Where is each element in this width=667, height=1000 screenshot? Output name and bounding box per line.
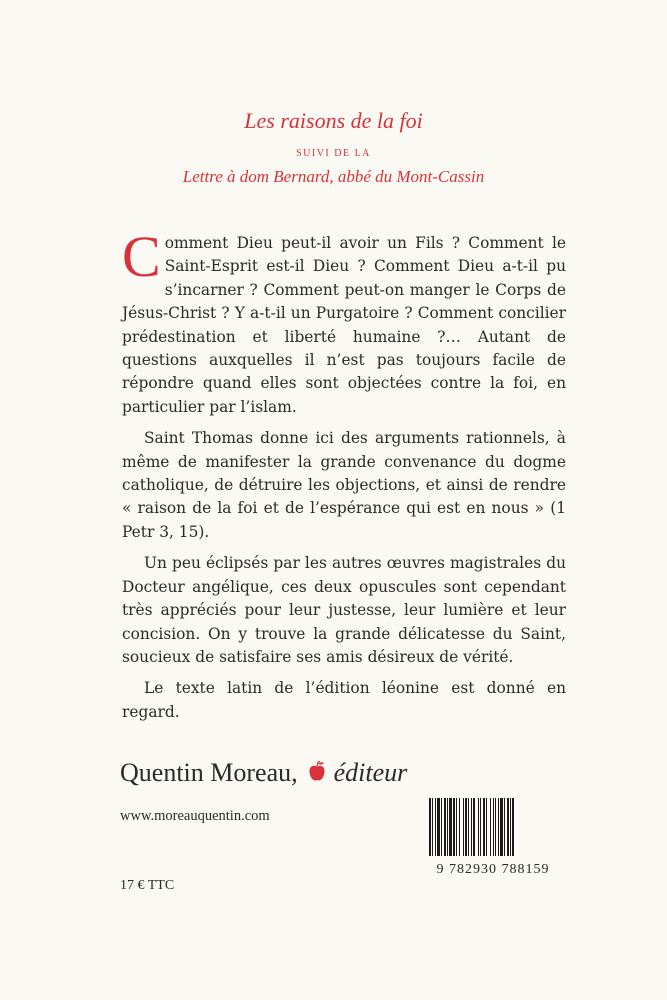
barcode-bars xyxy=(425,796,561,860)
paragraph-2: Saint Thomas donne ici des arguments rationnels, à même de manifester la grande convenance du dogme catholique, de détruire les objections, et ainsi de rendre « raison de la foi et de l’espérance qui est en nous » (1 Petr 3, 15). xyxy=(122,429,566,541)
publisher-url: www.moreauquentin.com xyxy=(120,808,270,824)
barcode xyxy=(425,796,557,896)
paragraph-3: Un peu éclipsés par les autres œuvres magistrales du Docteur angélique, ces deux opuscules sont cependant très appréciés pour leur justesse, leur lumière et leur concision. On y trouve la grande délicatesse du Saint, soucieux de satisfaire ses amis désireux de vérité. xyxy=(122,554,566,666)
publisher-name: Quentin Moreau, xyxy=(120,758,298,787)
suivi-label: SUIVI DE LA xyxy=(296,148,371,159)
book-subtitle: Lettre à dom Bernard, abbé du Mont-Cassin xyxy=(182,167,485,186)
book-title: Les raisons de la foi xyxy=(244,108,423,133)
apple-icon xyxy=(308,761,332,786)
paragraph-4: Le texte latin de l’édition léonine est donné en regard. xyxy=(122,679,566,721)
publisher-role: éditeur xyxy=(333,758,408,787)
paragraph-1-text: omment Dieu peut-il avoir un Fils ? Comment le Saint-Esprit est-il Dieu ? Comment Dieu a-t-il pu s’incarner ? Comment peut-on manger le Corps de Jésus-Christ ? Y a-t-il un Purgatoire ? Comment concilier prédestination et liberté humaine ?… Autant de questions auxquelles il n’est pas toujours facile de répondre quand elles sont objectées contre la foi, en particulier par l’islam. xyxy=(122,234,566,416)
publisher-line xyxy=(120,758,407,788)
price-label: 17 € TTC xyxy=(120,878,175,893)
back-cover-text xyxy=(122,224,566,732)
title-block xyxy=(0,108,667,187)
isbn-number: 9 782930 788159 xyxy=(436,862,550,877)
drop-cap: C xyxy=(122,224,161,289)
paragraph-1 xyxy=(122,224,566,419)
